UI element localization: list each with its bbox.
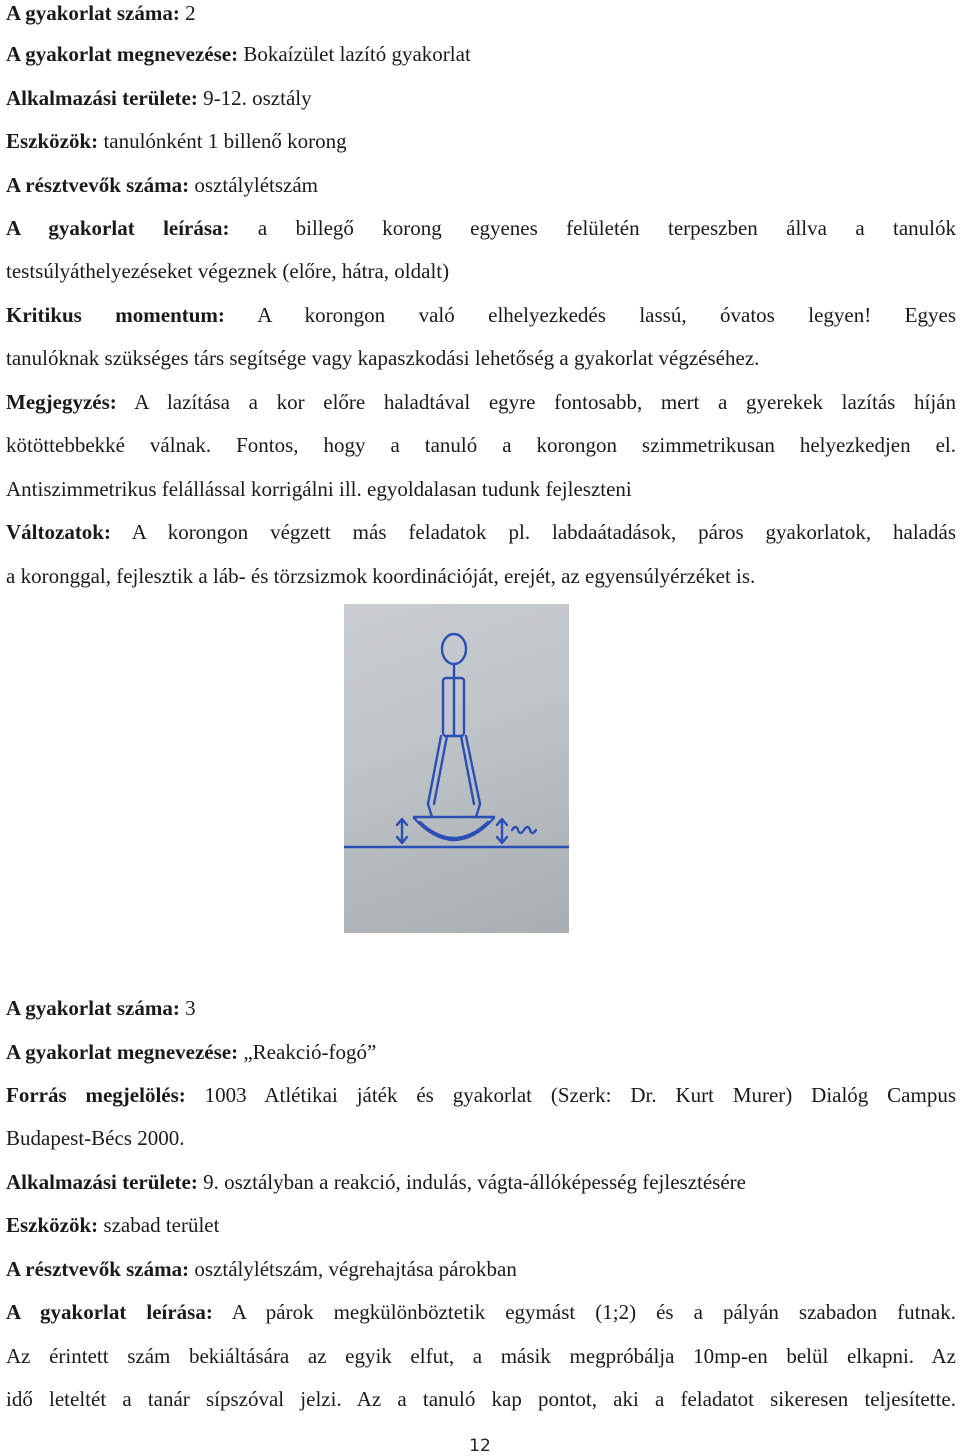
ex2-note-line-3: Antiszimmetrikus felállással korrigálni ill. egyoldalasan tudunk fejleszteni [6,477,632,501]
page-number: 12 [469,1436,491,1456]
ex2-critical-line-2: tanulóknak szükséges társ segítsége vagy kapaszkodási lehetőség a gyakorlat végzéséhez. [6,346,760,370]
ex2-note-line-1: Megjegyzés: A lazítása a kor előre haladtával egyre fontosabb, mert a gyerekek lazítás híján [6,390,956,414]
ex3-description-line-1: A gyakorlat leírása: A párok megkülönböztetik egymást (1;2) és a pályán szabadon futnak. [6,1300,956,1324]
ex3-description-line-3: idő leteltét a tanár sípszóval jelzi. Az a tanuló kap pontot, aki a feladatot sikeresen teljesítette. [6,1387,956,1411]
ex2-participants-line: A résztvevők száma: osztálylétszám [6,173,318,197]
ex3-name-line: A gyakorlat megnevezése: „Reakció-fogó” [6,1040,377,1064]
balance-board-sketch-photo [344,604,569,933]
ex2-note-line-2: kötöttebbekké válnak. Fontos, hogy a tanuló a korongon szimmetrikusan helyezkedjen el. [6,433,956,457]
ex2-area-line: Alkalmazási területe: 9-12. osztály [6,86,312,110]
ex2-description-line-1: A gyakorlat leírása: a billegő korong egyenes felületén terpeszben állva a tanulók [6,216,956,240]
ex2-critical-line-1: Kritikus momentum: A korongon való elhelyezkedés lassú, óvatos legyen! Egyes [6,303,956,327]
stick-figure-drawing [344,604,569,933]
ex3-tools-line: Eszközök: szabad terület [6,1213,220,1237]
ex2-variants-line-1: Változatok: A korongon végzett más feladatok pl. labdaátadások, páros gyakorlatok, haladás [6,520,956,544]
ex3-number-line: A gyakorlat száma: 3 [6,996,196,1020]
ex3-area-line: Alkalmazási területe: 9. osztályban a reakció, indulás, vágta-állóképesség fejlesztésére [6,1170,746,1194]
ex2-tools-line: Eszközök: tanulónként 1 billenő korong [6,129,347,153]
ex3-source-line-1: Forrás megjelölés: 1003 Atlétikai játék és gyakorlat (Szerk: Dr. Kurt Murer) Dialóg Campus [6,1083,956,1107]
ex3-description-line-2: Az érintett szám bekiáltására az egyik elfut, a másik megpróbálja 10mp-en belül elkapni. Az [6,1344,956,1368]
ex2-variants-line-2: a koronggal, fejlesztik a láb- és törzsizmok koordinációját, erejét, az egyensúlyérzéket is. [6,564,756,588]
ex2-name-line: A gyakorlat megnevezése: Bokaízület lazító gyakorlat [6,42,471,66]
ex2-description-line-2: testsúlyáthelyezéseket végeznek (előre, hátra, oldalt) [6,259,450,283]
ex3-participants-line: A résztvevők száma: osztálylétszám, végrehajtása párokban [6,1257,517,1281]
ex2-number-line: A gyakorlat száma: 2 [6,1,196,25]
ex3-source-line-2: Budapest-Bécs 2000. [6,1126,185,1150]
